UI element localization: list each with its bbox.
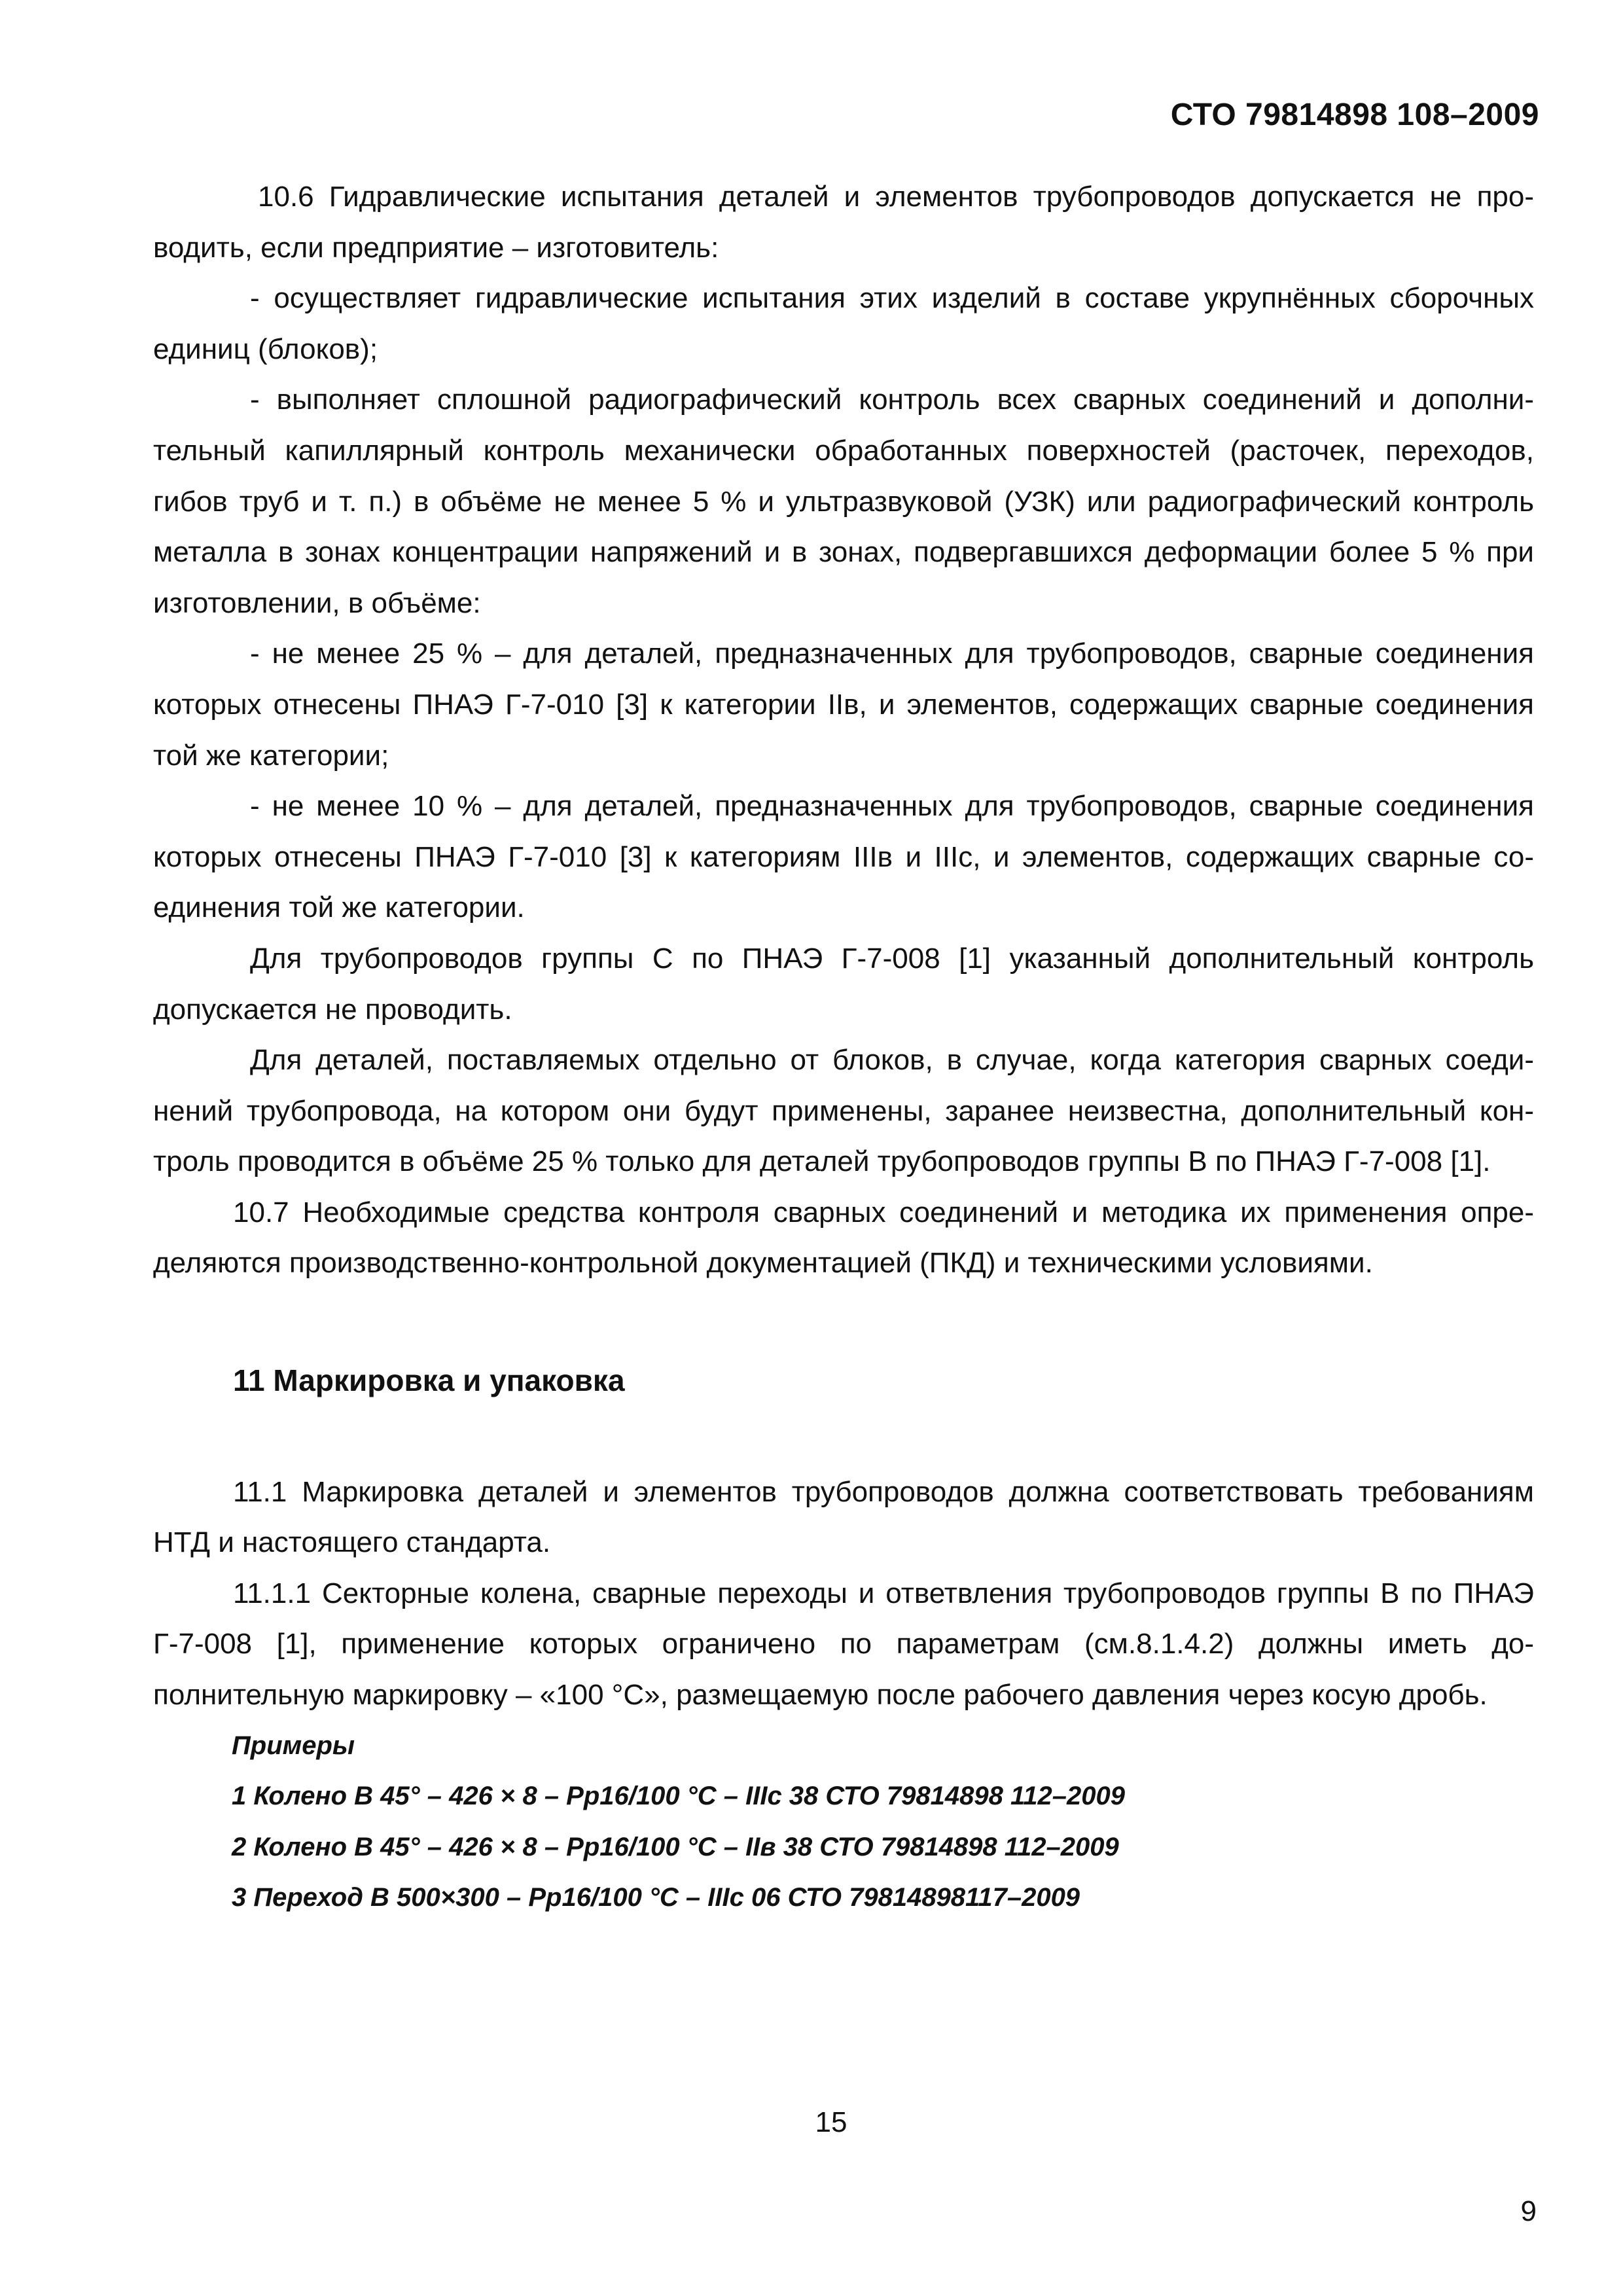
list-item: - осуществляет гидравлические испытания этих изделий в составе укрупнённых сборочных единиц (блоков);	[153, 282, 1534, 365]
document-body	[153, 171, 1534, 1924]
list-item: - не менее 25 % – для деталей, предназначенных для трубопроводов, сварные соединения которых отнесены ПНАЭ Г-7-010 [3] к категории IIв, и элементов, содержащих сварные соединения той же категории;	[153, 637, 1534, 772]
example-item: 3 Переход В 500×300 – Рр16/100 °С – IIIс 06 СТО 79814898117–2009	[232, 1883, 1080, 1912]
page-number: 15	[815, 2106, 847, 2138]
paragraph-10-6: 10.6 Гидравлические испытания деталей и элементов трубопроводов допускается не проводить, если предприятие – изготовитель:	[153, 181, 1534, 264]
heading-spacer	[153, 1407, 1534, 1467]
list-item: - не менее 10 % – для деталей, предназначенных для трубопроводов, сварные соединения которых отнесены ПНАЭ Г-7-010 [3] к категориям IIIв и IIIс, и элементов, содержащих сварные соединения той же категории.	[153, 790, 1534, 924]
paragraph-separate-parts: Для деталей, поставляемых отдельно от блоков, в случае, когда категория сварных соединений трубопровода, на котором они будут применены, заранее неизвестна, дополнительный контроль проводится в объёме 25 % только для деталей трубопроводов группы В по ПНАЭ Г-7-008 [1].	[153, 1044, 1534, 1178]
examples-block	[153, 1721, 1534, 1924]
paragraph-11-1: 11.1 Маркировка деталей и элементов трубопроводов должна соответствовать требованиям НТД и настоящего стандарта.	[153, 1475, 1534, 1559]
sheet-number: 9	[1520, 2195, 1537, 2227]
examples-title: Примеры	[232, 1731, 355, 1760]
paragraph-10-7: 10.7 Необходимые средства контроля сварных соединений и методика их применения определяются производственно-контрольной документацией (ПКД) и техническими условиями.	[153, 1196, 1534, 1280]
list-item: - выполняет сплошной радиографический контроль всех сварных соединений и дополнительный капиллярный контроль механически обработанных поверхностей (расточек, переходов, гибов труб и т. п.) в объёме не менее 5 % и ультразвуковой (УЗК) или радиографический контроль металла в зонах концентрации напряжений и в зонах, подвергавшихся деформации более 5 % при изготовлении, в объёме:	[153, 384, 1534, 619]
paragraph-group-c: Для трубопроводов группы С по ПНАЭ Г-7-008 [1] указанный дополнительный контроль допускается не проводить.	[153, 942, 1534, 1026]
example-item: 1 Колено В 45° – 426 × 8 – Рр16/100 °С – IIIс 38 СТО 79814898 112–2009	[232, 1782, 1125, 1811]
paragraph-11-1-1: 11.1.1 Секторные колена, сварные переходы и ответвления трубопроводов группы В по ПНАЭ Г-7-008 [1], применение которых ограничено по параметрам (см.8.1.4.2) должны иметь дополнительную маркировку – «100 °С», размещаемую после рабочего давления через косую дробь.	[153, 1577, 1534, 1712]
example-item: 2 Колено В 45° – 426 × 8 – Рр16/100 °С – IIв 38 СТО 79814898 112–2009	[232, 1832, 1119, 1861]
document-code: СТО 79814898 108–2009	[1170, 98, 1539, 132]
section-heading: 11 Маркировка и упаковка	[233, 1363, 625, 1398]
